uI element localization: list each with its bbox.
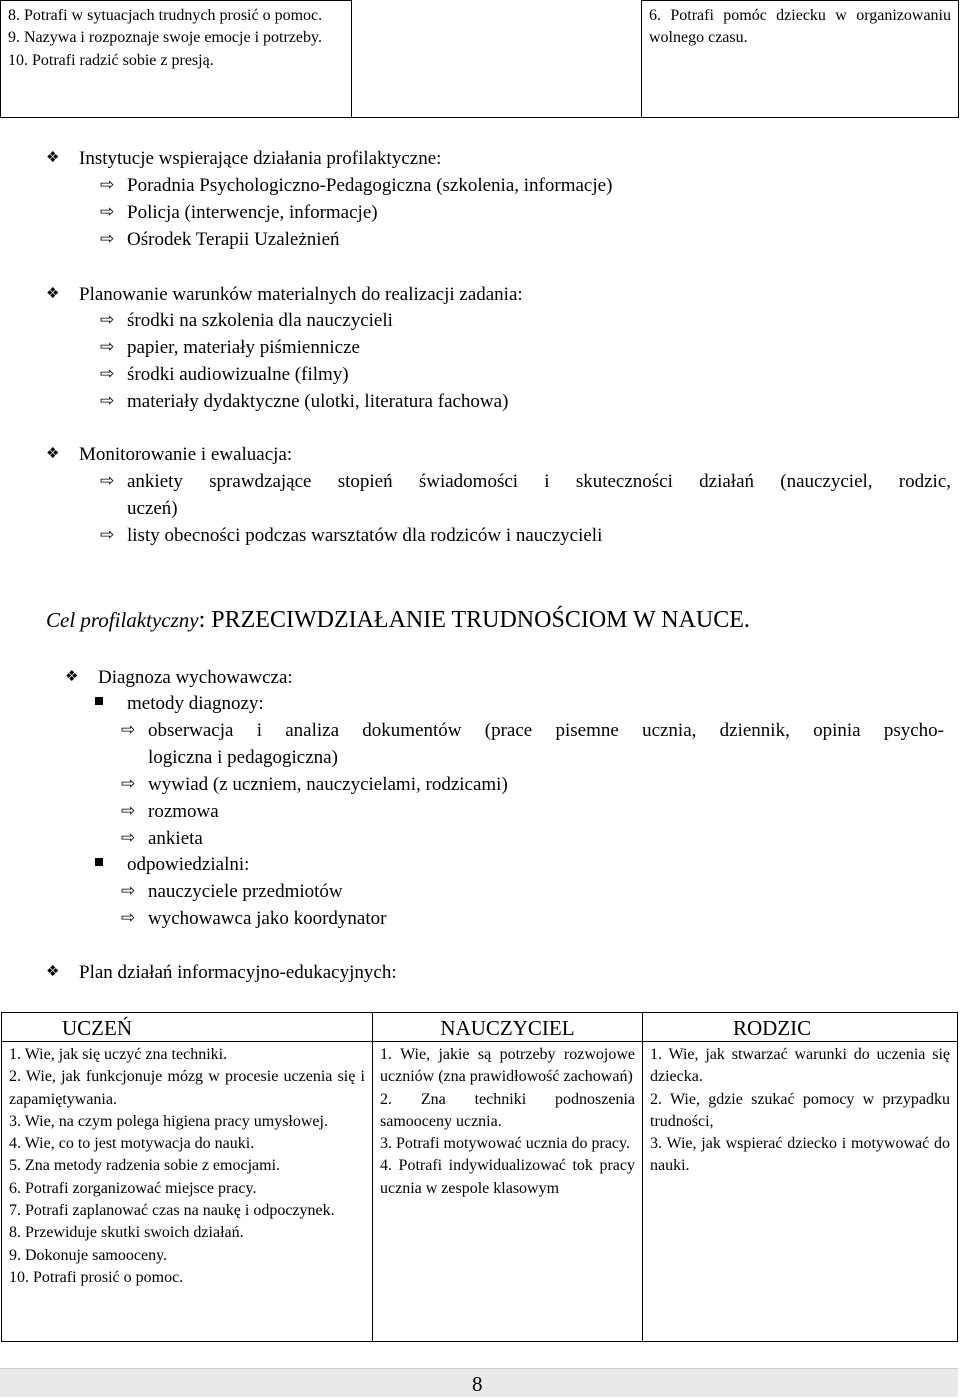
arrow-bullet-icon: ⇨ (121, 801, 136, 821)
goal-value: PRZECIWDZIAŁANIE TRUDNOŚCIOM W NAUCE. (211, 607, 750, 633)
goal-colon: : (198, 607, 206, 633)
arrow-bullet-icon: ⇨ (121, 774, 136, 794)
planning-item: środki audiowizualne (filmy) (127, 364, 349, 385)
institution-item: Policja (interwencje, informacje) (127, 202, 378, 223)
teacher-item: 3. Potrafi motywować ucznia do pracy. (380, 1135, 630, 1153)
arrow-bullet-icon: ⇨ (100, 310, 115, 330)
teacher-item: 4. Potrafi indywidualizować tok pracy ucznia w zespole klasowym (380, 1157, 635, 1197)
column-header-teacher: NAUCZYCIEL (373, 1013, 643, 1042)
arrow-bullet-icon: ⇨ (121, 908, 136, 928)
square-bullet-icon (95, 697, 103, 705)
monitoring-item-line: uczeń) (127, 498, 178, 519)
arrow-bullet-icon: ⇨ (100, 229, 115, 249)
top-continuation-table (0, 0, 959, 118)
goal-line (46, 604, 750, 636)
top-left-item: 9. Nazywa i rozpoznaje swoje emocje i potrzeby. (8, 29, 322, 47)
teacher-item: 2. Zna techniki podnoszenia samooceny ucznia. (380, 1090, 635, 1130)
top-left-item: 10. Potrafi radzić sobie z presją. (8, 51, 214, 69)
responsible-item: wychowawca jako koordynator (148, 908, 387, 929)
method-item: rozmowa (148, 801, 219, 822)
arrow-bullet-icon: ⇨ (100, 471, 115, 491)
student-item: 6. Potrafi zorganizować miejsce pracy. (9, 1179, 257, 1197)
top-right-item: 6. Potrafi pomóc dziecku w organizowaniu wolnego czasu. (649, 7, 951, 47)
planning-item: środki na szkolenia dla nauczycieli (127, 310, 393, 331)
parent-cell (643, 1042, 958, 1342)
methods-label: metody diagnozy: (127, 693, 264, 714)
responsible-label: odpowiedzialni: (127, 854, 250, 875)
student-item: 3. Wie, na czym polega higiena pracy umysłowej. (9, 1112, 328, 1130)
student-item: 1. Wie, jak się uczyć zna techniki. (9, 1046, 228, 1063)
column-header-parent: RODZIC (643, 1013, 958, 1042)
student-item: 4. Wie, co to jest motywacja do nauki. (9, 1135, 255, 1153)
parent-item: 1. Wie, jak stwarzać warunki do uczenia się dziecka. (650, 1046, 950, 1086)
arrow-bullet-icon: ⇨ (121, 881, 136, 901)
teacher-item: 1. Wie, jakie są potrzeby rozwojowe uczniów (zna prawidłowość zachowań) (380, 1046, 635, 1086)
teacher-cell (373, 1042, 643, 1342)
method-line: obserwacja i analiza dokumentów (prace pisemne ucznia, dziennik, opinia psycho- (148, 720, 944, 741)
diamond-bullet-icon: ❖ (46, 446, 60, 462)
student-item: 5. Zna metody radzenia sobie z emocjami. (9, 1157, 281, 1175)
diamond-bullet-icon: ❖ (65, 669, 79, 685)
arrow-bullet-icon: ⇨ (121, 828, 136, 848)
parent-item: 2. Wie, gdzie szukać pomocy w przypadku trudności, (650, 1090, 950, 1130)
page-number: 8 (472, 1372, 483, 1396)
student-item: 8. Przewiduje skutki swoich działań. (9, 1224, 244, 1242)
page-footer (0, 1368, 958, 1397)
plan-heading: Plan działań informacyjno-edukacyjnych: (79, 962, 397, 983)
planning-item: papier, materiały piśmiennicze (127, 337, 360, 358)
monitoring-heading: Monitorowanie i ewaluacja: (79, 444, 293, 465)
diamond-bullet-icon: ❖ (46, 150, 60, 166)
top-cell-right (642, 1, 959, 118)
parent-item: 3. Wie, jak wspierać dziecko i motywować do nauki. (650, 1135, 950, 1175)
method-item: ankieta (148, 828, 203, 849)
square-bullet-icon (95, 858, 103, 866)
student-item: 7. Potrafi zaplanować czas na naukę i odpoczynek. (9, 1202, 335, 1220)
planning-item: materiały dydaktyczne (ulotki, literatura fachowa) (127, 391, 509, 412)
monitoring-item-line: ankiety sprawdzające stopień świadomości i skuteczności działań (nauczyciel, rodzic, (127, 471, 951, 492)
institution-item: Poradnia Psychologiczno-Pedagogiczna (szkolenia, informacje) (127, 175, 613, 196)
arrow-bullet-icon: ⇨ (121, 720, 136, 740)
method-line: logiczna i pedagogiczna) (148, 747, 338, 768)
arrow-bullet-icon: ⇨ (100, 337, 115, 357)
monitoring-item: listy obecności podczas warsztatów dla rodziców i nauczycieli (127, 525, 603, 546)
planning-heading: Planowanie warunków materialnych do realizacji zadania: (79, 284, 523, 305)
student-item: 10. Potrafi prosić o pomoc. (9, 1268, 184, 1286)
institution-item: Ośrodek Terapii Uzależnień (127, 229, 340, 250)
goal-label: Cel profilaktyczny (46, 608, 199, 632)
diagnosis-heading: Diagnoza wychowawcza: (98, 667, 293, 688)
institutions-heading: Instytucje wspierające działania profilaktyczne: (79, 148, 442, 169)
arrow-bullet-icon: ⇨ (100, 364, 115, 384)
arrow-bullet-icon: ⇨ (100, 202, 115, 222)
column-header-student: UCZEŃ (2, 1013, 373, 1042)
method-item: wywiad (z uczniem, nauczycielami, rodzicami) (148, 774, 508, 795)
top-left-item: 8. Potrafi w sytuacjach trudnych prosić o pomoc. (8, 7, 323, 24)
top-cell-middle (352, 1, 642, 118)
arrow-bullet-icon: ⇨ (100, 391, 115, 411)
responsible-item: nauczyciele przedmiotów (148, 881, 343, 902)
diamond-bullet-icon: ❖ (46, 964, 60, 980)
student-item: 2. Wie, jak funkcjonuje mózg w procesie uczenia się i zapamiętywania. (9, 1068, 365, 1108)
student-item: 9. Dokonuje samooceny. (9, 1246, 168, 1264)
arrow-bullet-icon: ⇨ (100, 525, 115, 545)
arrow-bullet-icon: ⇨ (100, 175, 115, 195)
student-cell (2, 1042, 373, 1342)
diamond-bullet-icon: ❖ (46, 286, 60, 302)
plan-table (1, 1012, 958, 1342)
top-cell-left (1, 1, 352, 118)
